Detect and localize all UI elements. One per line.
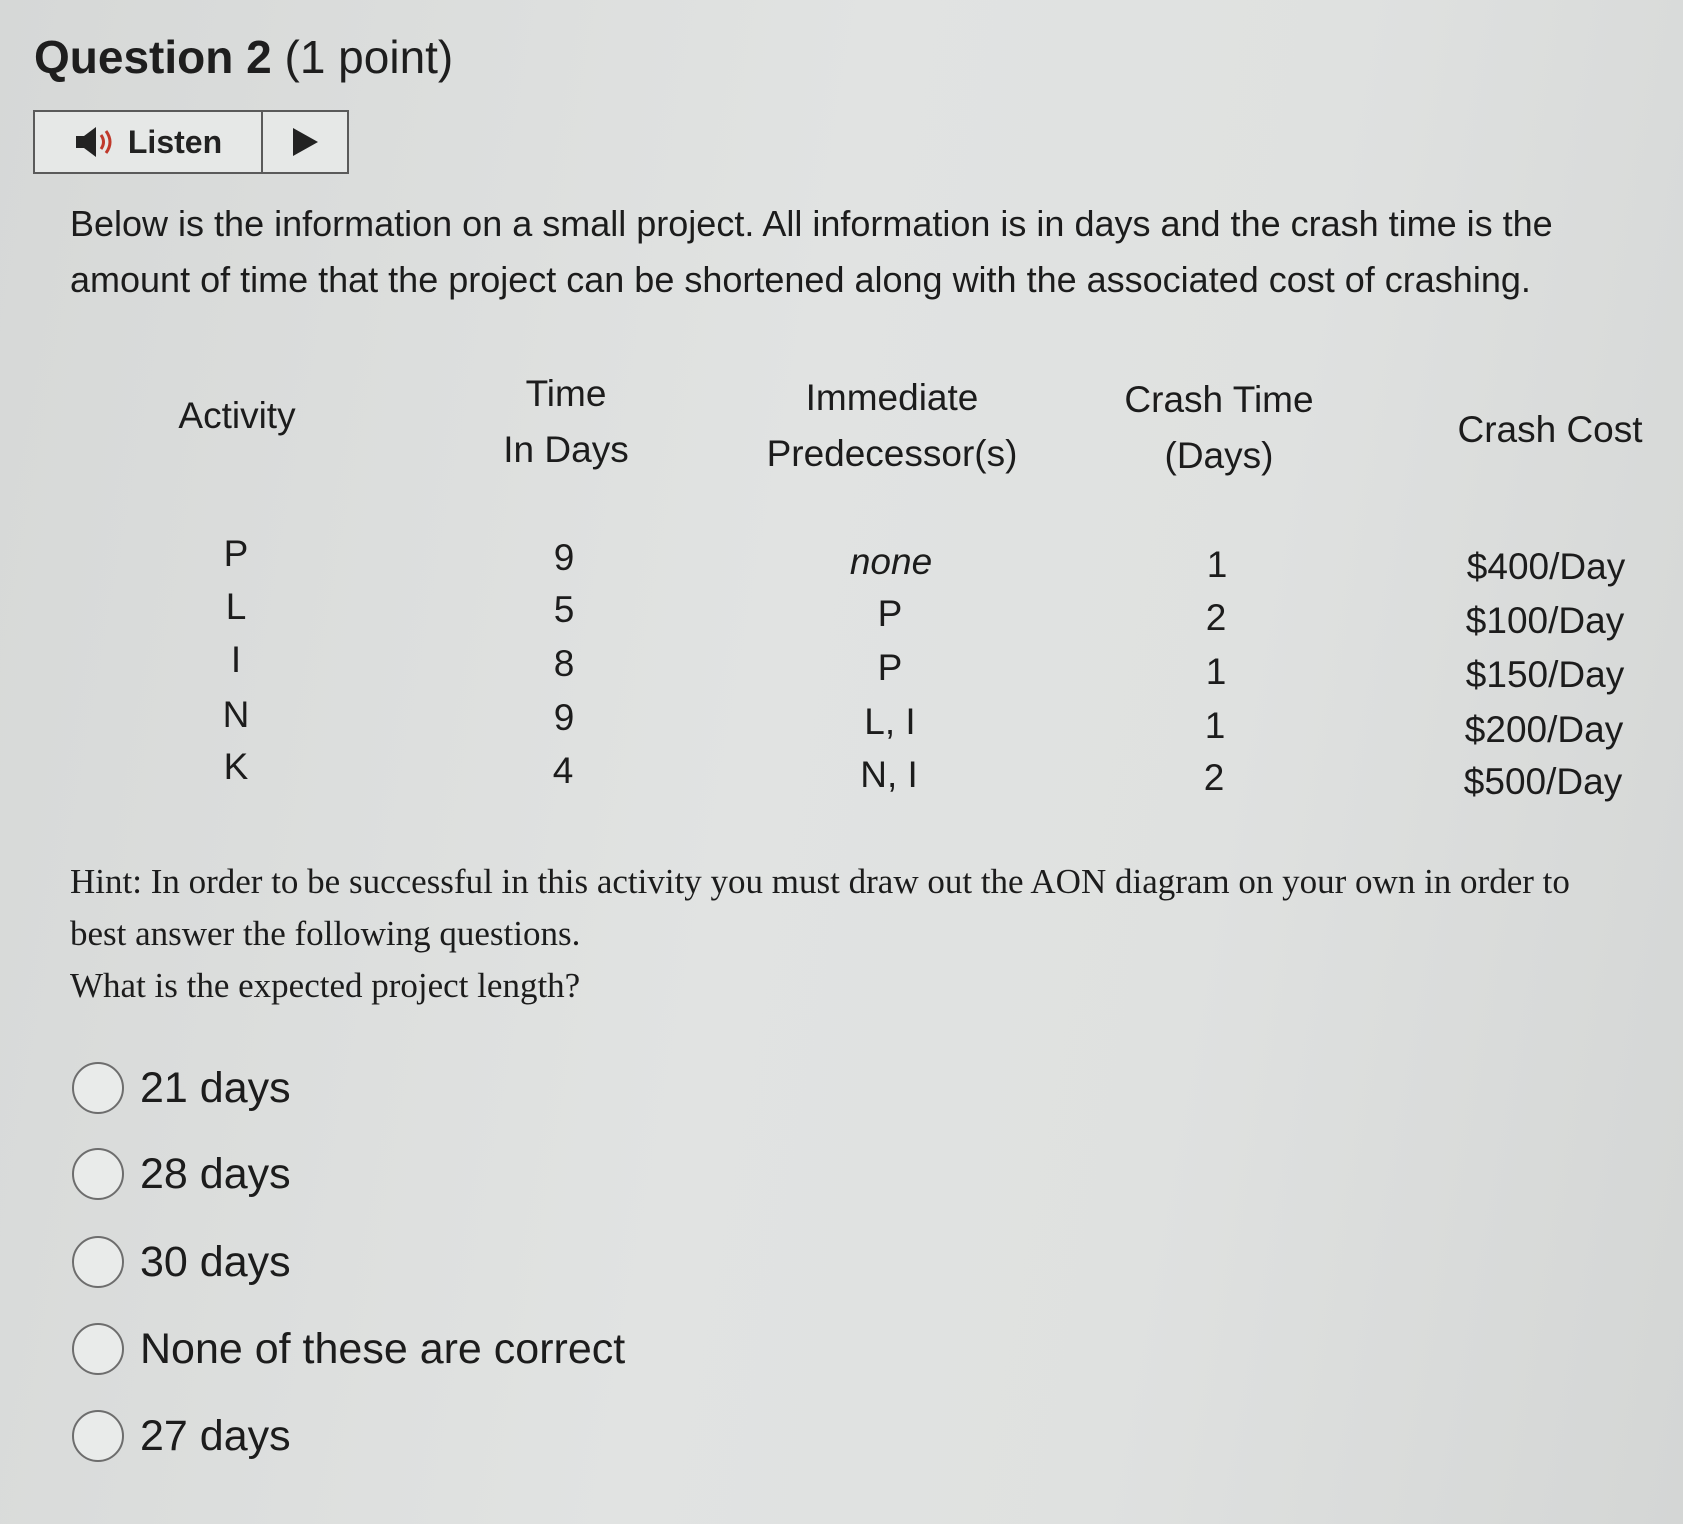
header-predecessors: Immediate Predecessor(s) [766, 377, 1018, 474]
question-points: (1 point) [284, 31, 454, 83]
cell-predecessors: L, I [864, 701, 916, 742]
cell-crash-cost: $200/Day [1464, 709, 1624, 750]
cell-crash-cost: $150/Day [1465, 654, 1625, 695]
cell-crash-time: 1 [1204, 705, 1226, 746]
cell-predecessors: P [877, 647, 903, 688]
play-icon [290, 126, 320, 158]
cell-crash-cost: $500/Day [1463, 761, 1623, 802]
cell-crash-time: 1 [1205, 651, 1227, 692]
hint-line: Hint: In order to be successful in this activity you must draw out the AON diagram on your own in order to [70, 862, 1570, 901]
question-title [34, 30, 453, 84]
option-label: None of these are correct [140, 1324, 626, 1373]
play-button[interactable] [263, 112, 347, 172]
cell-predecessors: P [877, 593, 903, 634]
cell-time: 5 [553, 589, 575, 630]
cell-activity: N [222, 694, 250, 735]
question-number: Question 2 [34, 31, 272, 83]
hint-line: best answer the following questions. [70, 914, 581, 953]
radio-button[interactable] [72, 1148, 124, 1200]
cell-activity: I [230, 639, 242, 680]
listen-label: Listen [127, 123, 223, 160]
answer-option[interactable] [72, 1148, 291, 1200]
cell-time: 9 [553, 537, 575, 578]
option-label: 21 days [140, 1063, 291, 1112]
cell-crash-time: 2 [1203, 757, 1225, 798]
radio-button[interactable] [72, 1410, 124, 1462]
question-prompt: What is the expected project length? [70, 966, 581, 1005]
answer-option[interactable] [72, 1410, 291, 1462]
cell-crash-cost: $400/Day [1466, 546, 1626, 587]
answer-option[interactable] [72, 1236, 291, 1288]
option-label: 28 days [140, 1149, 291, 1198]
radio-button[interactable] [72, 1236, 124, 1288]
cell-activity: K [223, 746, 249, 787]
header-crash-cost: Crash Cost [1457, 409, 1643, 450]
cell-predecessors: N, I [860, 754, 918, 795]
radio-button[interactable] [72, 1323, 124, 1375]
listen-button[interactable] [35, 112, 263, 172]
radio-button[interactable] [72, 1062, 124, 1114]
header-time: Time In Days [503, 373, 629, 470]
intro-text: Below is the information on a small project. All information is in days and the crash time is the amount of time that the project can be shortened along with the associated cost of crashing. [70, 203, 1553, 300]
speaker-icon [74, 124, 118, 160]
option-label: 27 days [140, 1411, 291, 1460]
cell-time: 9 [553, 697, 575, 738]
cell-crash-cost: $100/Day [1465, 600, 1625, 641]
option-label: 30 days [140, 1237, 291, 1286]
cell-activity: L [225, 586, 247, 627]
cell-crash-time: 1 [1206, 544, 1228, 585]
answer-option[interactable] [72, 1323, 625, 1375]
cell-time: 8 [553, 643, 575, 684]
answer-option[interactable] [72, 1062, 291, 1114]
cell-crash-time: 2 [1205, 597, 1227, 638]
cell-activity: P [223, 533, 249, 574]
listen-widget [33, 110, 349, 174]
header-activity: Activity [178, 395, 296, 436]
cell-predecessors: none [849, 541, 933, 582]
header-crash-time: Crash Time (Days) [1124, 379, 1314, 476]
cell-time: 4 [552, 750, 574, 791]
hint-text [70, 856, 1683, 1012]
